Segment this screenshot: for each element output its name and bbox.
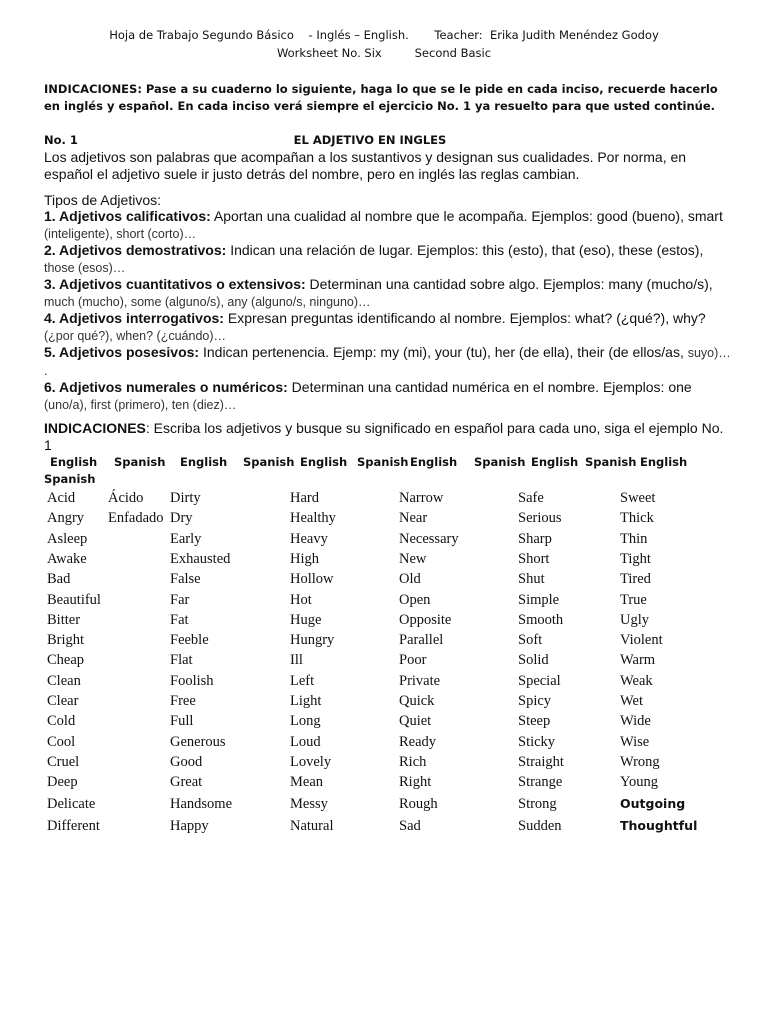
english-word: Wide [620,713,651,730]
english-word: Clean [47,672,81,689]
english-word: Cheap [47,652,85,669]
english-word: Foolish [170,672,214,689]
english-word: Delicate [47,795,96,812]
column-header: Spanish [44,472,96,486]
english-word: Bad [47,571,71,588]
english-word: Asleep [47,530,88,547]
english-word: Violent [620,632,663,649]
section-title: EL ADJETIVO EN INGLES [293,133,447,147]
adjective-type-item [44,276,734,310]
english-word: Generous [170,733,226,750]
english-word: Safe [518,490,544,506]
adjective-type-item [44,208,734,242]
english-word: Beautiful [47,591,101,608]
english-word: Left [290,672,315,689]
english-word: Cool [47,733,76,750]
english-word: Poor [399,652,427,669]
english-word: Warm [620,652,656,669]
adjective-type-text: Expresan preguntas identificando al nombre. Ejemplos: what? (¿qué?), why? [223,310,706,326]
adjective-type-examples: (¿por qué?), when? (¿cuándo)… [44,328,227,343]
english-word: Healthy [290,510,336,527]
english-word: Hard [290,490,319,506]
adjective-type-label: 2. Adjetivos demostrativos: [44,242,227,258]
header-line-2: Worksheet No. Six Second Basic [276,46,492,60]
task-text: : Escriba los adjetivos y busque su significado en español para cada uno, siga el ejemplo No. 1 [44,420,724,453]
english-word: Free [170,693,196,709]
english-word: Strong [518,795,557,812]
english-word: Heavy [290,530,328,547]
adjective-type-item [44,310,734,344]
english-word: Clear [47,693,79,709]
english-word: Special [518,672,561,689]
english-word: Sweet [620,490,656,506]
english-word: Young [620,774,659,791]
english-word: Messy [290,795,328,812]
english-word: Rough [399,795,438,812]
english-word: Wet [620,693,643,709]
english-word: Hollow [290,571,334,588]
english-word: Straight [518,753,564,770]
english-word: Opposite [399,611,452,628]
section-intro: Los adjetivos son palabras que acompañan a los sustantivos y designan sus cualidades. Por norma, en español el adjetivo suele ir justo detrás del nombre, pero en inglés las reglas cambian. [44,149,687,182]
english-word: Long [290,713,321,730]
english-word: Sad [399,817,421,834]
english-word: Flat [170,652,193,669]
english-word: Far [170,591,190,608]
english-word: Cold [47,713,76,730]
english-word: True [620,591,647,608]
english-word: Quiet [399,713,432,730]
adjective-type-examples: much (mucho), some (alguno/s), any (alguno/s, ninguno)… [44,294,371,309]
adjective-type-examples: those (esos)… [44,260,126,275]
english-word: Angry [47,510,85,527]
english-word: Hot [290,591,312,608]
english-word: Old [399,571,421,588]
column-header: English [300,455,348,469]
english-word: Lovely [290,753,332,770]
column-header: English [531,455,579,469]
english-word: Shut [518,571,545,588]
adjective-type-label: 5. Adjetivos posesivos: [44,344,200,360]
adjective-type-text: Indican pertenencia. Ejemp: my (mi), your (tu), her (de ella), their (de ellos/as, [199,344,688,360]
english-word: Steep [518,713,551,730]
english-word: Ready [399,733,437,750]
english-word: Private [399,672,441,689]
english-word: Short [518,550,550,567]
adjective-type-examples: (inteligente), short (corto)… [44,226,197,241]
english-word: Open [399,591,431,608]
column-header: English [410,455,458,469]
english-word: Spicy [518,693,552,709]
adjective-type-text: Determinan una cantidad numérica en el nombre. Ejemplos: one [287,379,692,395]
english-word: Sticky [518,733,556,750]
english-word: Hungry [290,632,335,649]
adjective-type-examples: (uno/a), first (primero), ten (diez)… [44,397,237,412]
english-word: Right [399,774,432,791]
english-word: Simple [518,591,560,608]
english-word: New [399,550,427,567]
english-word: Dirty [170,490,201,506]
english-word: Narrow [399,490,444,506]
english-word: Acid [47,490,76,506]
adjective-type-item [44,242,734,276]
english-word: Ill [290,652,303,669]
english-word: Great [170,774,203,791]
english-word: Thoughtful [620,817,698,833]
english-word: Wrong [620,753,660,770]
adjective-type-text: Aportan una cualidad al nombre que le acompaña. Ejemplos: good (bueno), smart [210,208,723,224]
english-word: Sharp [518,530,552,547]
english-word: Parallel [399,632,444,649]
column-header: English [180,455,228,469]
english-word: Sudden [518,817,562,834]
english-word: Exhausted [170,550,231,567]
english-word: Cruel [47,753,80,770]
adjective-type-item [44,344,734,379]
english-word: Bright [47,632,85,649]
adjective-type-text: Determinan una cantidad sobre algo. Ejemplos: many (mucho/s), [305,276,713,292]
english-word: Awake [47,550,87,567]
english-word: Loud [290,733,321,750]
english-word: Tight [620,550,651,567]
column-header: English [50,455,98,469]
english-word: False [170,571,201,588]
english-word: Rich [399,753,427,770]
english-word: Serious [518,510,562,527]
english-word: Necessary [399,530,459,547]
section-number: No. 1 [44,133,78,147]
english-word: Thick [620,510,654,527]
english-word: Happy [170,817,209,834]
task-label: INDICACIONES [44,420,146,436]
english-word: Wise [620,733,650,750]
column-header: Spanish [114,455,166,469]
instructions: INDICACIONES: Pase a su cuaderno lo siguiente, haga lo que se le pide en cada inciso, recuerde hacerlo en inglés y español. En cada inciso verá siempre el ejercicio No. 1 ya resuelto para que usted continúe. [44,82,718,113]
spanish-word: Ácido [108,490,144,506]
english-word: Thin [620,530,648,547]
english-word: Dry [170,510,193,527]
english-word: Weak [620,672,653,689]
english-word: Early [170,530,202,547]
english-word: Feeble [170,632,209,649]
english-word: Full [170,713,194,730]
english-word: Bitter [47,611,81,628]
adjective-type-label: 6. Adjetivos numerales o numéricos: [44,379,288,395]
english-word: Natural [290,817,334,834]
adjective-type-text: Indican una relación de lugar. Ejemplos: this (esto), that (eso), these (estos), [226,242,704,258]
english-word: High [290,550,319,567]
types-heading: Tipos de Adjetivos: [44,192,161,208]
types-list [44,208,734,413]
english-word: Outgoing [620,795,686,811]
adjective-type-label: 3. Adjetivos cuantitativos o extensivos: [44,276,306,292]
english-word: Deep [47,774,78,791]
english-word: Tired [620,571,651,588]
english-word: Solid [518,652,549,669]
column-header: Spanish [585,455,637,469]
adjective-type-label: 4. Adjetivos interrogativos: [44,310,224,326]
english-word: Good [170,753,203,770]
english-word: Ugly [620,611,649,628]
spanish-word: Enfadado [108,510,164,527]
english-word: Soft [518,632,543,649]
header-line-1: Hoja de Trabajo Segundo Básico - Inglés – English. Teacher: Erika Judith Menéndez Godoy [109,28,659,42]
english-word: Handsome [170,795,233,812]
adjective-type-item [44,379,734,413]
column-header: Spanish [474,455,526,469]
adjective-type-examples: suyo)… . [44,346,731,378]
task-instructions [44,420,734,453]
english-word: Strange [518,774,563,791]
english-word: Smooth [518,611,564,628]
english-word: Huge [290,611,322,628]
column-header: English [640,455,688,469]
column-header: Spanish [243,455,295,469]
english-word: Fat [170,611,189,628]
english-word: Different [47,817,100,834]
english-word: Near [399,510,428,527]
column-header: Spanish [357,455,409,469]
english-word: Quick [399,693,435,709]
adjective-type-label: 1. Adjetivos calificativos: [44,208,211,224]
english-word: Light [290,693,322,709]
english-word: Mean [290,774,324,791]
